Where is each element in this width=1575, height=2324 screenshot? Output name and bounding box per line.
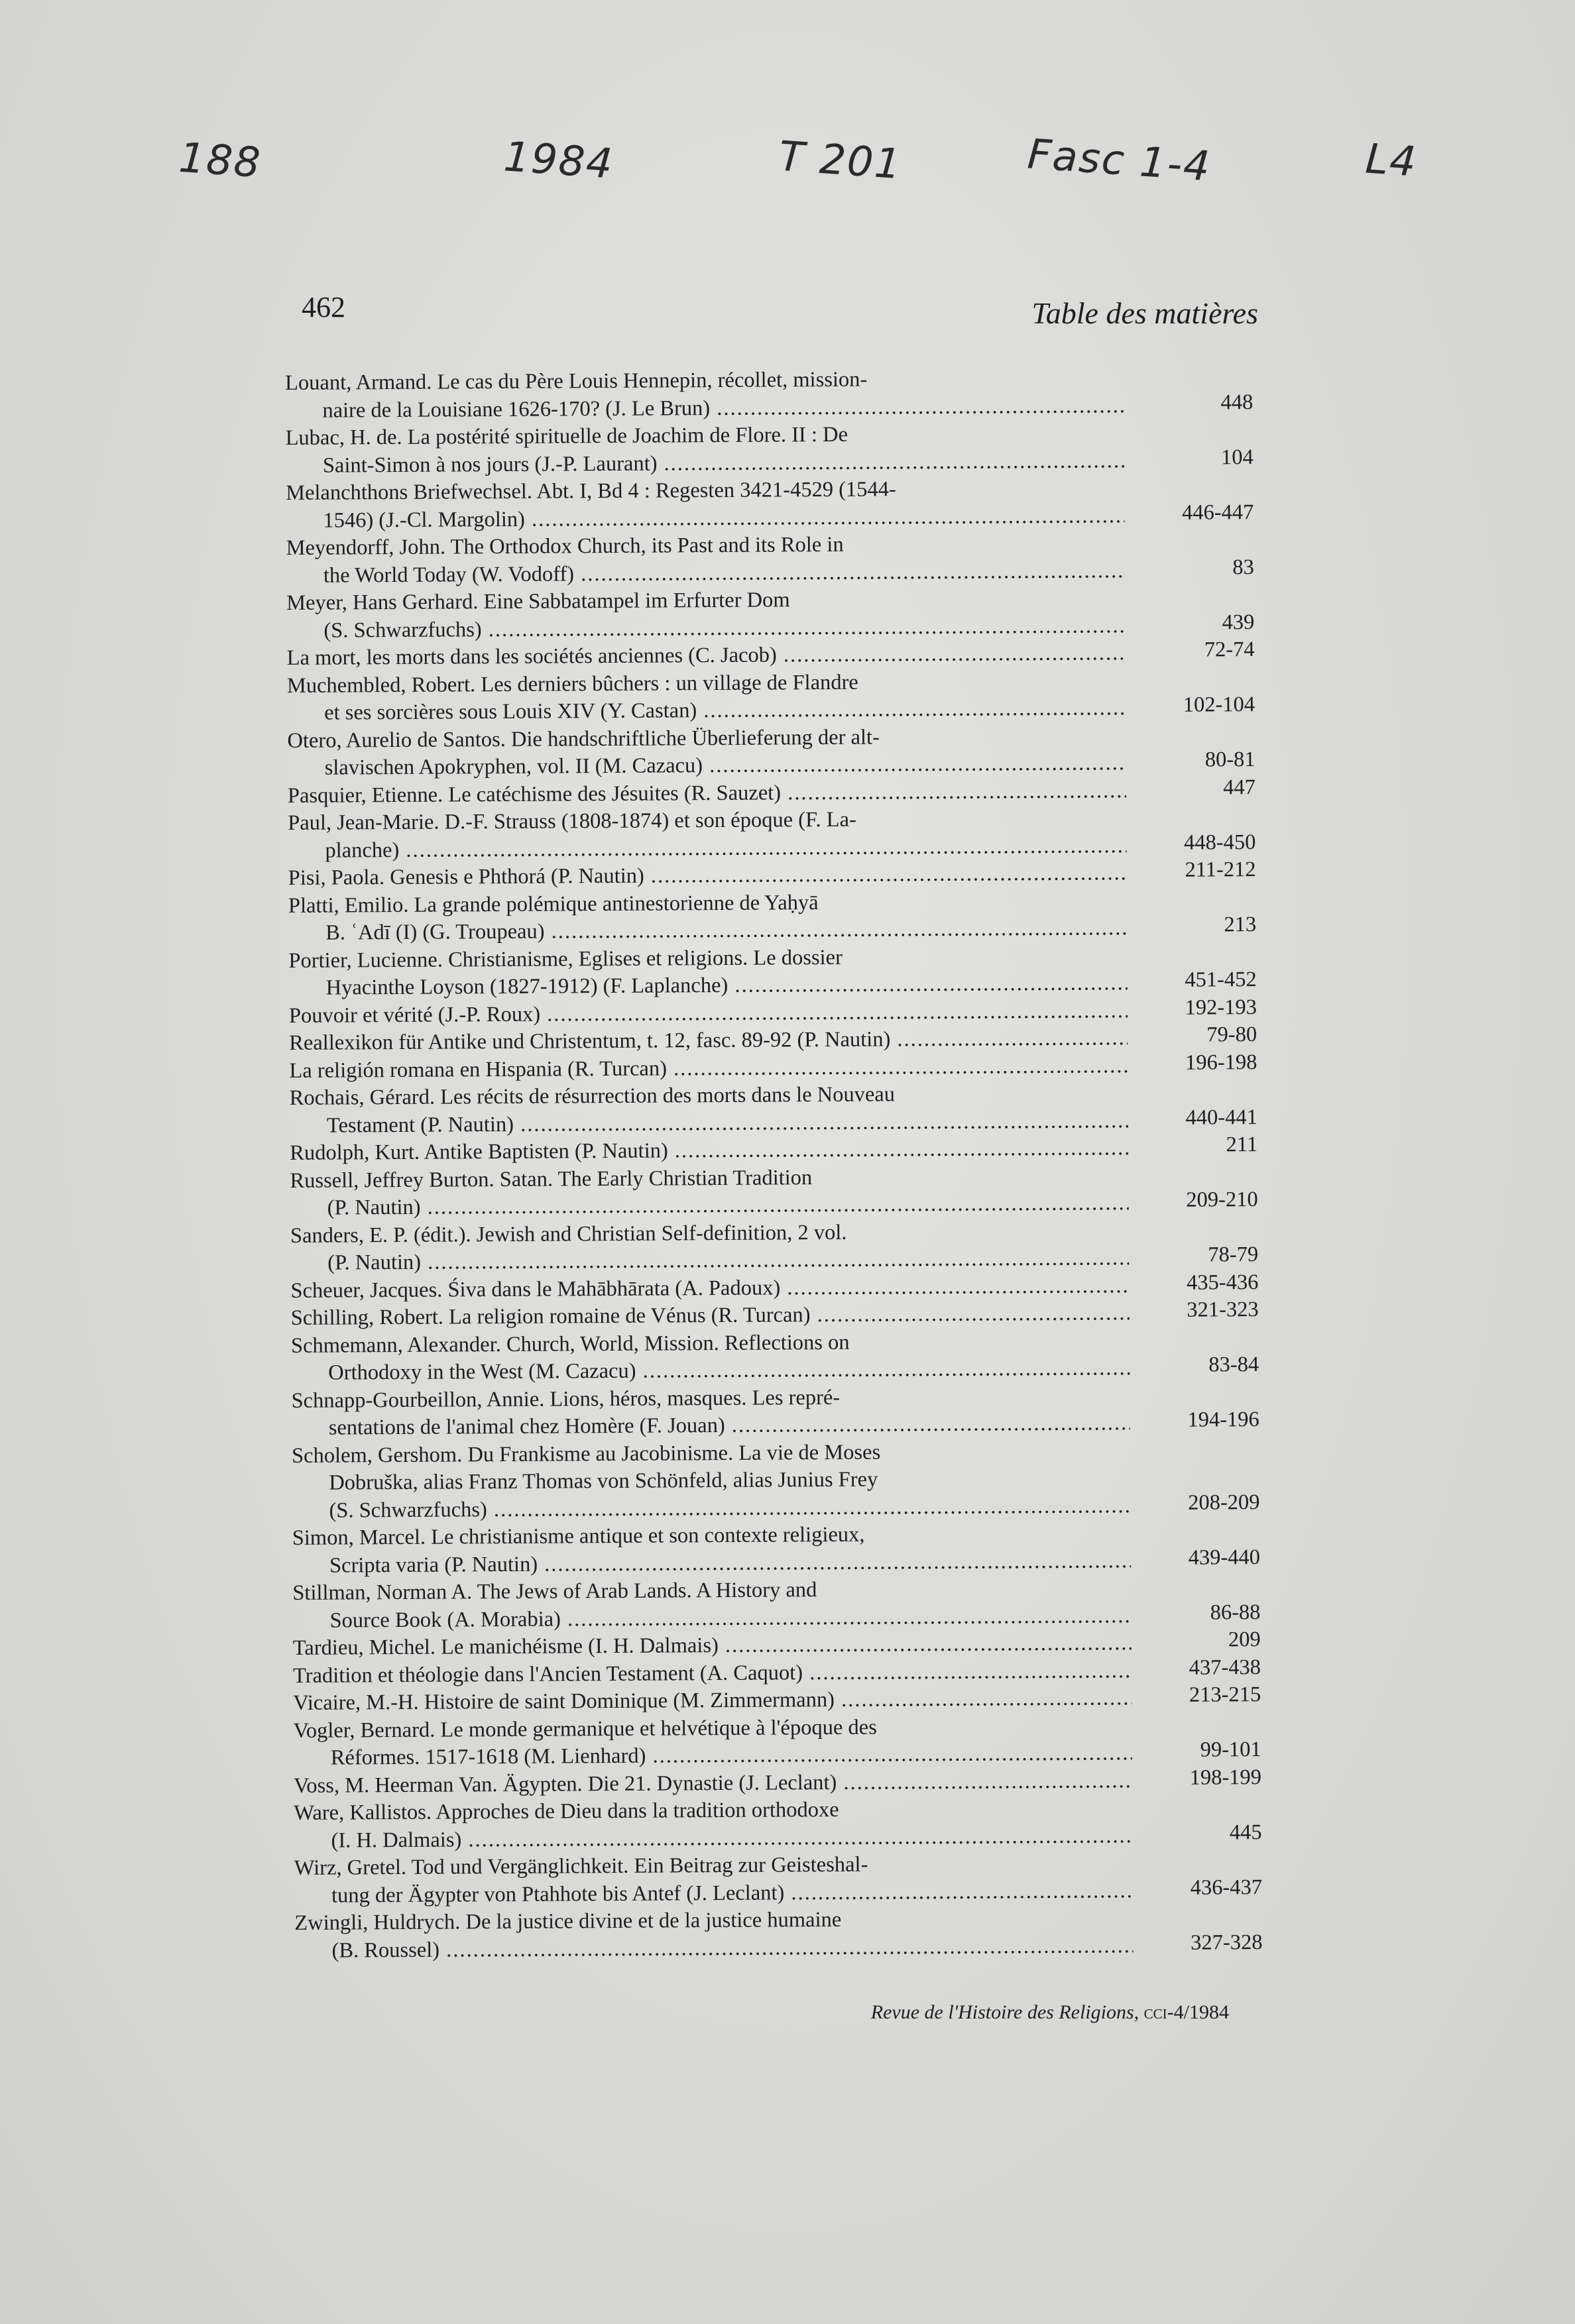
- entry-continuation-line: (S. Schwarzfuchs) .....: [292, 1492, 1130, 1525]
- entry-pages: 211-212: [1185, 858, 1256, 882]
- entry-pages: 198-199: [1189, 1765, 1262, 1790]
- entry-line: La religión romana en Hispania (R. Turcan) .....: [289, 1052, 1128, 1085]
- entry-pages: 321-323: [1187, 1298, 1259, 1322]
- entry-continuation-line: Réformes. 1517-1618 (M. Lienhard) .....: [294, 1740, 1132, 1772]
- entry-pages: 436-437: [1190, 1875, 1263, 1900]
- toc-entry: [288, 942, 1256, 1003]
- toc-entry: [290, 1217, 1258, 1278]
- toc-entry: [286, 584, 1254, 645]
- entry-line: Reallexikon für Antike und Christentum, t. 12, fasc. 89-92 (P. Nautin) .....: [289, 1024, 1128, 1057]
- entry-pages: 209-210: [1186, 1188, 1258, 1212]
- entry-line: Scholem, Gershom. Du Frankisme au Jacobinisme. La vie de Moses: [291, 1440, 881, 1468]
- entry-pages: 440-441: [1185, 1105, 1258, 1130]
- entry-continuation-line: Dobruška, alias Franz Thomas von Schönfeld, alias Junius Frey: [329, 1467, 878, 1495]
- entry-continuation-line: tung der Ägypter von Ptahhote bis Antef (J. Leclant) .....: [294, 1877, 1133, 1910]
- entry-continuation-line: slavischen Apokryphen, vol. II (M. Cazacu) .....: [288, 749, 1126, 782]
- entry-pages: 86-88: [1210, 1600, 1261, 1625]
- entry-line: Pisi, Paola. Genesis e Phthorá (P. Nautin) .....: [288, 859, 1127, 892]
- entry-pages: 445: [1229, 1820, 1262, 1844]
- entry-line: Melanchthons Briefwechsel. Abt. I, Bd 4 : Regesten 3421-4529 (1544-: [286, 477, 896, 505]
- entry-line: Vicaire, M.-H. Histoire de saint Dominique (M. Zimmermann) .....: [293, 1685, 1132, 1717]
- entry-continuation-line: naire de la Louisiane 1626-170? (J. Le Brun) .....: [285, 392, 1124, 425]
- toc-entry: [286, 474, 1254, 535]
- handwritten-note-4: Fasc 1-4: [1025, 129, 1213, 191]
- entry-pages: 439: [1222, 610, 1255, 634]
- entry-pages: 194-196: [1187, 1408, 1259, 1432]
- entry-pages: 437-438: [1189, 1655, 1261, 1680]
- entry-continuation-line: B. ʿAdī (I) (G. Troupeau) .....: [288, 914, 1127, 947]
- toc-entry: [288, 887, 1256, 948]
- entry-line: Paul, Jean-Marie. D.-F. Strauss (1808-1874) et son époque (F. La-: [288, 807, 856, 835]
- entry-line: Schnapp-Gourbeillon, Annie. Lions, héros, masques. Les repré-: [291, 1385, 841, 1413]
- entry-line: Meyer, Hans Gerhard. Eine Sabbatampel im Erfurter Dom: [286, 588, 790, 615]
- entry-pages: 447: [1223, 775, 1255, 799]
- entry-continuation-line: Testament (P. Nautin) .....: [290, 1107, 1128, 1140]
- toc-entry: [288, 804, 1255, 865]
- page-title: Table des matières: [1031, 296, 1258, 330]
- handwritten-note-1: 188: [177, 133, 263, 188]
- handwritten-note-2: 1984: [502, 132, 616, 188]
- toc-entry: [287, 667, 1255, 728]
- entry-line: Sanders, E. P. (édit.). Jewish and Christian Self-definition, 2 vol.: [290, 1220, 847, 1248]
- entry-pages: 192-193: [1185, 995, 1257, 1020]
- entry-pages: 448-450: [1183, 830, 1256, 855]
- entry-continuation-line: planche) .....: [288, 832, 1126, 865]
- toc-entry: [292, 1519, 1260, 1580]
- entry-line: Zwingli, Huldrych. De la justice divine et de la justice humaine: [294, 1907, 842, 1935]
- toc-entry: [294, 1904, 1262, 1965]
- entry-line: Tardieu, Michel. Le manichéisme (I. H. Dalmais) .....: [293, 1630, 1132, 1662]
- entry-continuation-line: 1546) (J.-Cl. Margolin) .....: [286, 502, 1124, 535]
- toc-entry: [287, 722, 1255, 783]
- entry-pages: 448: [1220, 390, 1254, 414]
- entry-continuation-line: Scripta varia (P. Nautin) .....: [292, 1547, 1131, 1580]
- toc-entry: [294, 1794, 1261, 1855]
- entry-line: Schilling, Robert. La religion romaine de Vénus (R. Turcan) .....: [291, 1300, 1130, 1332]
- entry-line: Platti, Emilio. La grande polémique antinestorienne de Yaḥyā: [288, 890, 819, 918]
- entry-line: Muchembled, Robert. Les derniers bûchers : un village de Flandre: [286, 670, 858, 698]
- page-number: 462: [302, 291, 345, 323]
- entry-pages: 99-101: [1200, 1738, 1261, 1762]
- entry-line: Wirz, Gretel. Tod und Vergänglichkeit. Ein Beitrag zur Geisteshal-: [294, 1852, 868, 1880]
- entry-pages: 72-74: [1204, 637, 1255, 662]
- toc-entry: [290, 1079, 1257, 1140]
- table-of-contents: [285, 364, 1263, 1965]
- entry-line: Rudolph, Kurt. Antike Baptisten (P. Nautin) .....: [290, 1134, 1128, 1167]
- entry-line: Vogler, Bernard. Le monde germanique et helvétique à l'époque des: [293, 1715, 877, 1743]
- entry-line: Otero, Aurelio de Santos. Die handschriftliche Überlieferung der alt-: [287, 725, 880, 753]
- entry-continuation-line: et ses sorcières sous Louis XIV (Y. Castan) .....: [287, 694, 1126, 727]
- toc-entry: [294, 1849, 1262, 1910]
- journal-issue: cci-4/1984: [1143, 2001, 1229, 2023]
- entry-pages: 196-198: [1185, 1050, 1257, 1075]
- entry-continuation-line: Source Book (A. Morabia) .....: [292, 1602, 1131, 1635]
- entry-line: La mort, les morts dans les sociétés anciennes (C. Jacob) .....: [287, 639, 1126, 672]
- entry-pages: 80-81: [1204, 747, 1255, 772]
- toc-entry: [285, 364, 1253, 425]
- entry-pages: 83: [1232, 555, 1254, 579]
- entry-pages: 327-328: [1191, 1930, 1263, 1955]
- entry-continuation-line: (I. H. Dalmais) .....: [294, 1822, 1132, 1855]
- toc-entry: [292, 1437, 1260, 1525]
- entry-continuation-line: Hyacinthe Loyson (1827-1912) (F. Laplanche) .....: [289, 969, 1128, 1002]
- entry-pages: 83-84: [1208, 1353, 1259, 1377]
- entry-pages: 104: [1220, 445, 1254, 469]
- entry-line: Tradition et théologie dans l'Ancien Testament (A. Caquot) .....: [293, 1657, 1132, 1690]
- entry-line: Stillman, Norman A. The Jews of Arab Lands. A History and: [292, 1578, 817, 1605]
- journal-name: Revue de l'Histoire des Religions,: [870, 2001, 1139, 2023]
- toc-entry: [291, 1382, 1259, 1443]
- entry-continuation-line: Saint-Simon à nos jours (J.-P. Laurant) .....: [286, 447, 1124, 480]
- entry-line: Portier, Lucienne. Christianisme, Eglises et religions. Le dossier: [288, 945, 843, 973]
- entry-line: Russell, Jeffrey Burton. Satan. The Early Christian Tradition: [290, 1165, 813, 1193]
- entry-line: Rochais, Gérard. Les récits de résurrection des morts dans le Nouveau: [289, 1082, 896, 1110]
- entry-continuation-line: (S. Schwarzfuchs) .....: [286, 612, 1125, 645]
- entry-continuation-line: the World Today (W. Vodoff) .....: [286, 557, 1125, 590]
- entry-pages: 208-209: [1188, 1490, 1260, 1515]
- toc-entry: [291, 1327, 1259, 1388]
- toc-entry: [293, 1712, 1261, 1773]
- entry-pages: 439-440: [1188, 1545, 1261, 1570]
- handwritten-note-3: T 201: [777, 131, 904, 189]
- entry-line: Voss, M. Heerman Van. Ägypten. Die 21. Dynastie (J. Leclant) .....: [294, 1767, 1132, 1800]
- entry-line: Meyendorff, John. The Orthodox Church, its Past and its Role in: [286, 532, 844, 560]
- entry-line: Pouvoir et vérité (J.-P. Roux) .....: [289, 997, 1128, 1030]
- toc-entry: [292, 1574, 1260, 1635]
- entry-pages: 79-80: [1206, 1023, 1257, 1047]
- entry-pages: 435-436: [1187, 1270, 1259, 1295]
- entry-line: Louant, Armand. Le cas du Père Louis Hennepin, récollet, mission-: [285, 367, 868, 395]
- handwritten-note-5: L4: [1364, 134, 1419, 186]
- toc-entry: [286, 419, 1254, 480]
- entry-line: Pasquier, Etienne. Le catéchisme des Jésuites (R. Sauzet) .....: [288, 777, 1126, 810]
- toc-entry: [286, 529, 1254, 590]
- entry-pages: 213-215: [1189, 1683, 1261, 1707]
- entry-pages: 78-79: [1208, 1243, 1259, 1267]
- entry-line: Schmemann, Alexander. Church, World, Mission. Reflections on: [290, 1330, 850, 1358]
- entry-continuation-line: Orthodoxy in the West (M. Cazacu) .....: [291, 1355, 1130, 1387]
- entry-continuation-line: (B. Roussel) .....: [294, 1932, 1133, 1965]
- entry-continuation-line: sentations de l'animal chez Homère (F. Jouan) .....: [292, 1410, 1130, 1442]
- entry-line: Ware, Kallistos. Approches de Dieu dans la tradition orthodoxe: [294, 1797, 839, 1825]
- entry-pages: 211: [1226, 1133, 1258, 1157]
- entry-line: Simon, Marcel. Le christianisme antique et son contexte religieux,: [292, 1522, 865, 1550]
- entry-line: Scheuer, Jacques. Śiva dans le Mahābhārata (A. Padoux) .....: [290, 1272, 1129, 1305]
- toc-entry: [290, 1162, 1257, 1223]
- entry-pages: 213: [1224, 913, 1257, 937]
- entry-line: Lubac, H. de. La postérité spirituelle de Joachim de Flore. II : De: [285, 422, 848, 450]
- entry-pages: 451-452: [1185, 968, 1257, 992]
- entry-pages: 209: [1228, 1628, 1261, 1652]
- entry-pages: 102-104: [1183, 692, 1255, 717]
- entry-continuation-line: (P. Nautin) .....: [290, 1190, 1129, 1222]
- entry-continuation-line: (P. Nautin) .....: [290, 1245, 1129, 1277]
- entry-pages: 446-447: [1181, 500, 1254, 525]
- journal-footer: [871, 2001, 1229, 2024]
